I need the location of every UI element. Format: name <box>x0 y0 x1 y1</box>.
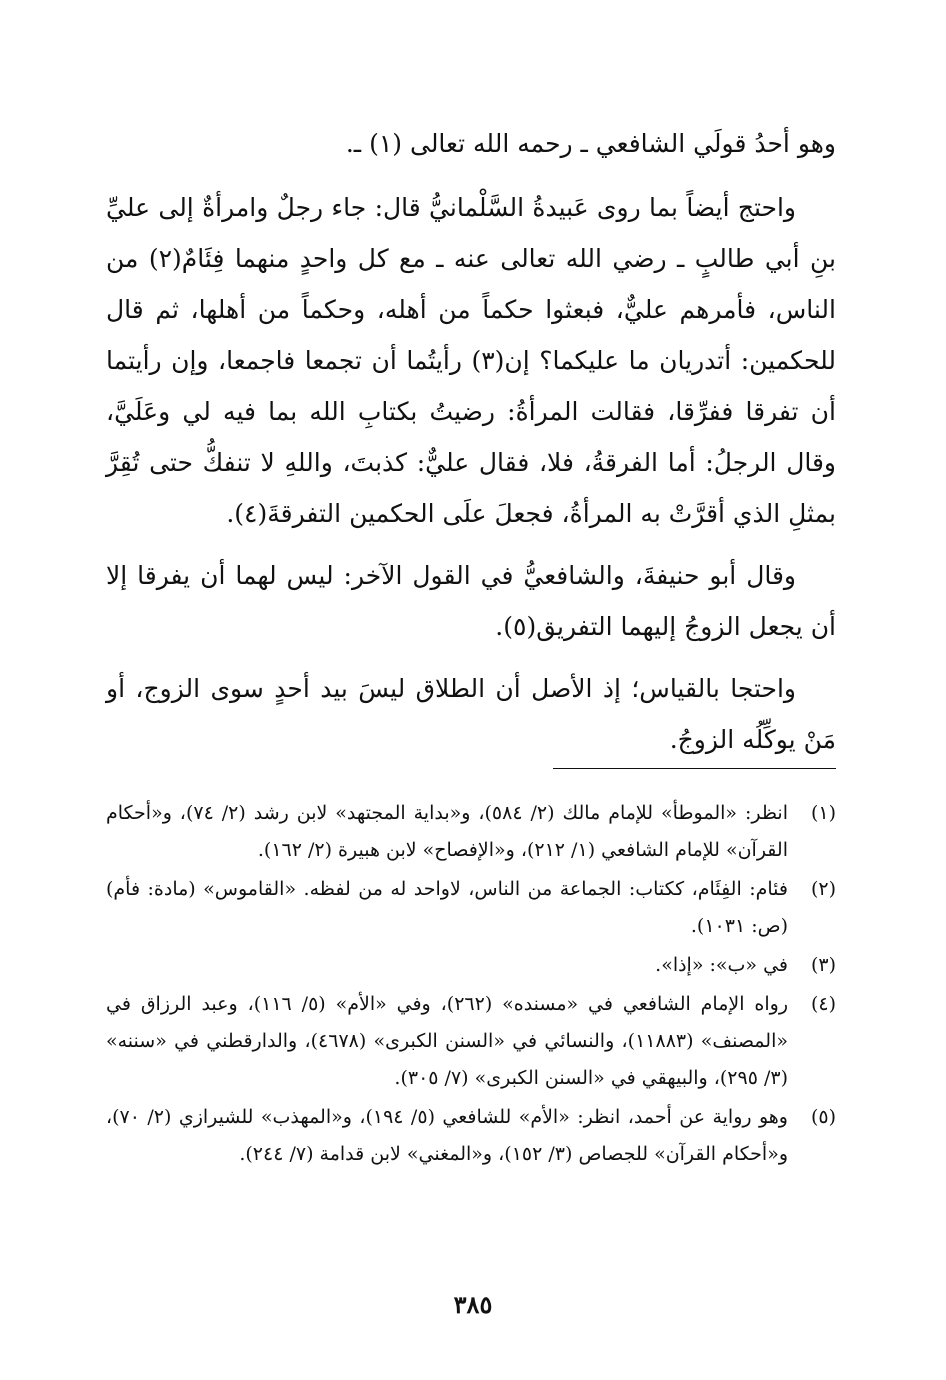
footnote-4 <box>106 986 836 1097</box>
footnote-text: رواه الإمام الشافعي في «مسنده» (٢٦٢)، وفي «الأم» (٥/ ١١٦)، وعبد الرزاق في «المصنف» (١١٨٨٣)، والنسائي في «السنن الكبرى» (٤٦٧٨)، والدارقطني في «سننه» (٣/ ٢٩٥)، والبيهقي في «السنن الكبرى» (٧/ ٣٠٥). <box>106 993 788 1089</box>
footnote-5 <box>106 1099 836 1173</box>
footnote-text: فئام: الفِئَام، ككتاب: الجماعة من الناس، لاواحد له من لفظه. «القاموس» (مادة: فأم) (ص: ١٠٣١). <box>106 878 788 937</box>
footnote-number: (١) <box>810 802 836 824</box>
footnote-number: (٢) <box>810 878 836 900</box>
footnote-number: (٥) <box>810 1106 836 1128</box>
footnote-divider <box>553 768 836 769</box>
footnote-text: وهو رواية عن أحمد، انظر: «الأم» للشافعي (٥/ ١٩٤)، و«المهذب» للشيرازي (٢/ ٧٠)، و«أحكام القرآن» للجصاص (٣/ ١٥٢)، و«المغني» لابن قدامة (٧/ ٢٤٤). <box>106 1106 788 1165</box>
footnote-1 <box>106 795 836 869</box>
footnotes <box>106 795 836 1175</box>
paragraph-2: واحتج أيضاً بما روى عَبيدةُ السَّلْمانيُّ قال: جاء رجلٌ وامرأةٌ إلى عليِّ بنِ أبي طالبٍ ـ رضي الله تعالى عنه ـ مع كل واحدٍ منهما فِئَامٌ(٢) من الناس، فأمرهم عليٌّ، فبعثوا حكماً من أهله، وحكماً من أهلها، ثم قال للحكمين: أتدريان ما عليكما؟ إن(٣) رأيتُما أن تجمعا فاجمعا، وإن رأيتما أن تفرقا ففرِّقا، فقالت المرأةُ: رضيتُ بكتابِ الله بما فيه لي وعَلَيَّ، وقال الرجلُ: أما الفرقةُ، فلا، فقال عليٌّ: كذبتَ، واللهِ لا تنفكُّ حتى تُقِرَّ بمثلِ الذي أقرَّتْ به المرأةُ، فجعلَ علَى الحكمين التفرقةَ(٤). <box>106 193 837 528</box>
footnote-number: (٤) <box>810 993 836 1015</box>
footnote-2 <box>106 871 836 945</box>
footnote-3 <box>106 947 836 984</box>
main-text <box>106 118 836 776</box>
footnote-text: في «ب»: «إذا». <box>655 954 788 976</box>
paragraph-1: وهو أحدُ قولَي الشافعي ـ رحمه الله تعالى (١) ـ. <box>345 129 836 158</box>
footnote-number: (٣) <box>810 954 836 976</box>
footnote-text: انظر: «الموطأ» للإمام مالك (٢/ ٥٨٤)، و«بداية المجتهد» لابن رشد (٢/ ٧٤)، و«أحكام القرآن» للإمام الشافعي (١/ ٢١٢)، و«الإفصاح» لابن هبيرة (٢/ ١٦٢). <box>106 802 788 861</box>
page-number: ٣٨٥ <box>453 1290 493 1319</box>
paragraph-4: واحتجا بالقياس؛ إذ الأصل أن الطلاق ليسَ بيد أحدٍ سوى الزوج، أو مَنْ يوكِّلُه الزوجُ. <box>106 674 836 754</box>
paragraph-3: وقال أبو حنيفةَ، والشافعيُّ في القول الآخر: ليس لهما أن يفرقا إلا أن يجعل الزوجُ إليهما التفريق(٥). <box>106 561 836 641</box>
